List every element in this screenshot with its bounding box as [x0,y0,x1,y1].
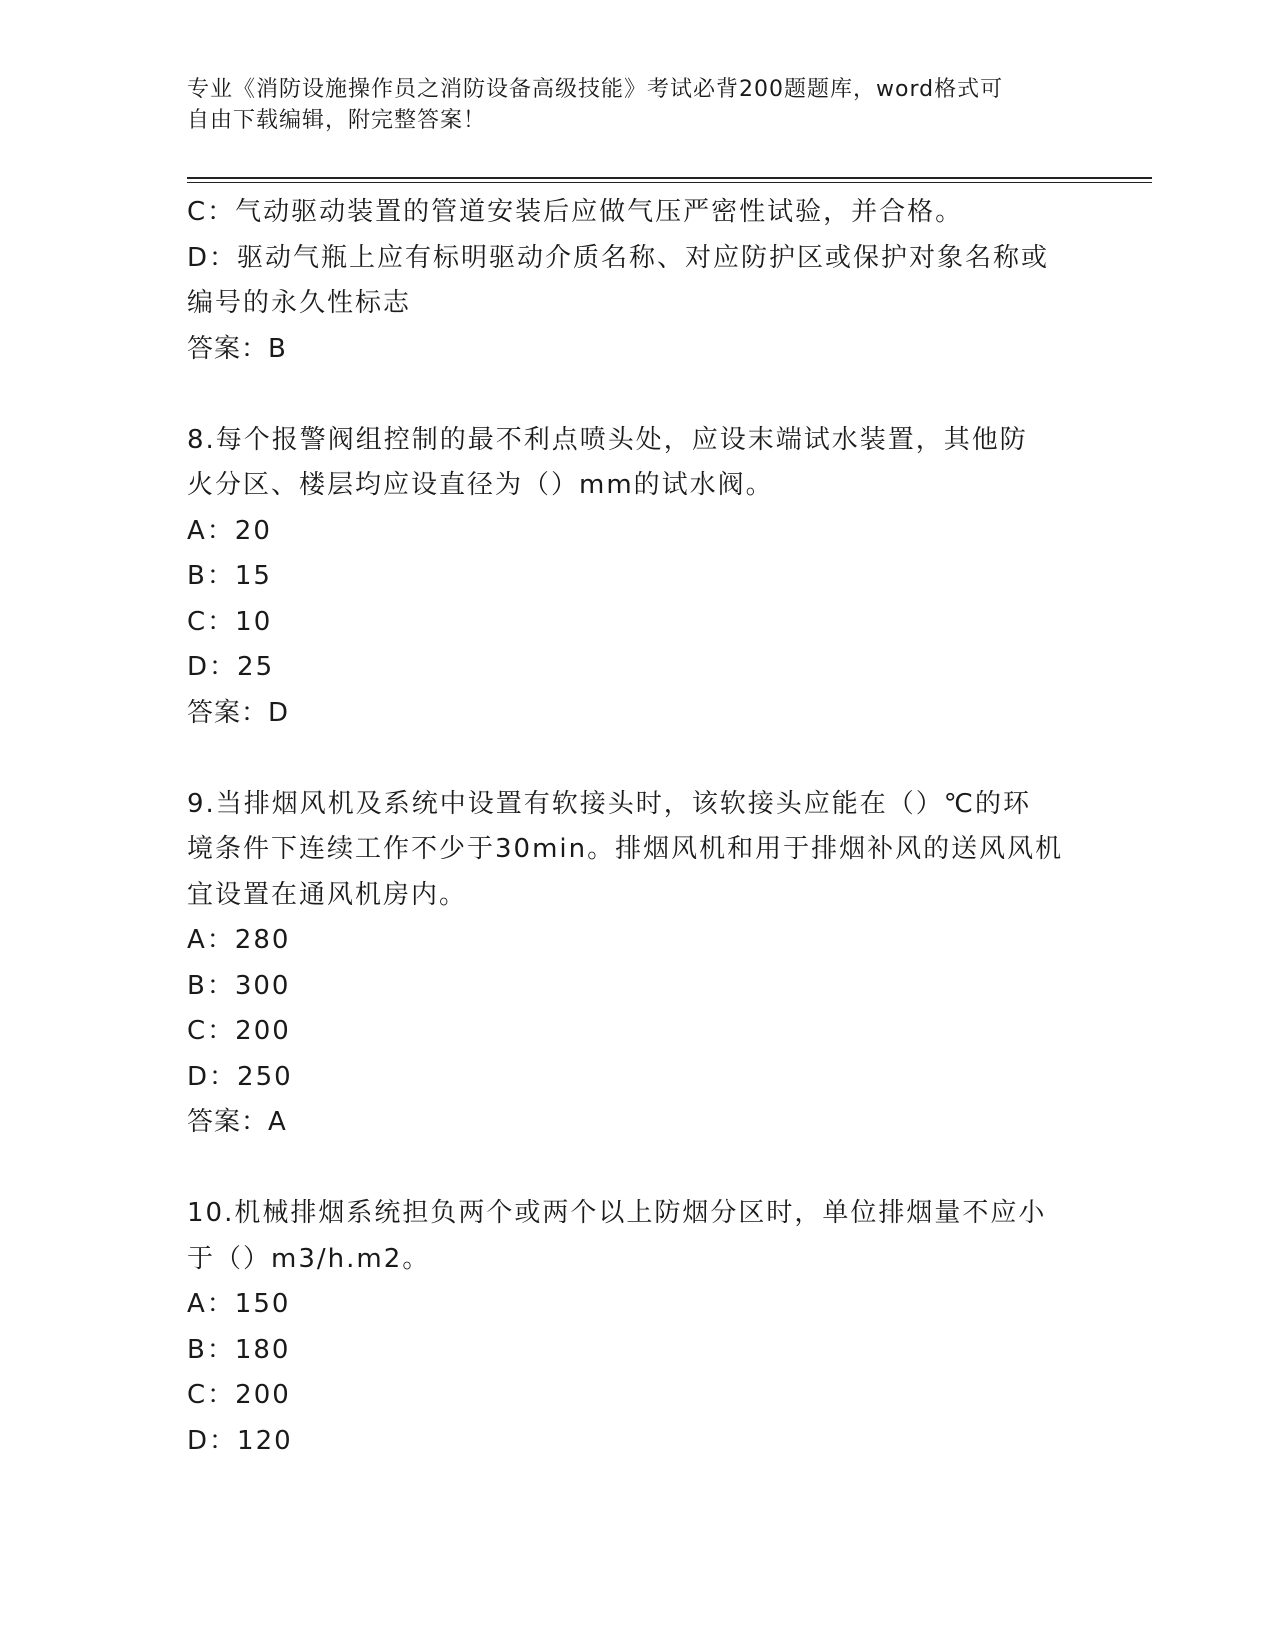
header-line-2: 自由下载编辑，附完整答案！ [187,108,487,133]
q7-option-d-line-1: D：驱动气瓶上应有标明驱动介质名称、对应防护区或保护对象名称或 [187,242,1050,273]
q10-option-d: D：120 [187,1425,293,1456]
q8-answer: 答案：D [187,697,290,728]
question-list [187,190,1087,1464]
question-9 [187,782,1087,1146]
q10-stem-line-2: 于（）m3/h.m2。 [187,1243,431,1274]
question-8 [187,418,1087,737]
q7-answer: 答案：B [187,333,287,364]
question-7-continued [187,190,1087,372]
header-divider [187,177,1152,183]
q8-option-b: B：15 [187,561,272,591]
q9-stem-line-1: 9.当排烟风机及系统中设置有软接头时，该软接头应能在（）℃的环 [187,788,1032,819]
q10-option-a: A：150 [187,1289,291,1319]
question-10 [187,1191,1087,1464]
q9-answer: 答案：A [187,1107,287,1137]
q8-stem-line-2: 火分区、楼层均应设直径为（）mm的试水阀。 [187,470,774,500]
q7-option-c: C：气动驱动装置的管道安装后应做气压严密性试验，并合格。 [187,197,964,227]
q10-stem-line-1: 10.机械排烟系统担负两个或两个以上防烟分区时，单位排烟量不应小 [187,1198,1047,1228]
page-header [187,74,1067,136]
spacer [187,372,1087,418]
q8-option-d: D：25 [187,652,275,682]
q9-option-b: B：300 [187,970,291,1001]
q9-option-d: D：250 [187,1061,293,1092]
spacer [187,1146,1087,1192]
q7-option-d-line-2: 编号的永久性标志 [187,288,412,318]
q9-option-c: C：200 [187,1016,291,1046]
q8-option-a: A：20 [187,515,272,546]
q9-stem-line-2: 境条件下连续工作不少于30min。排烟风机和用于排烟补风的送风风机 [187,834,1064,864]
q10-option-c: C：200 [187,1380,291,1410]
header-line-1: 专业《消防设施操作员之消防设备高级技能》考试必背200题题库，word格式可 [187,77,1004,102]
q9-option-a: A：280 [187,925,291,955]
q9-stem-line-3: 宜设置在通风机房内。 [187,879,468,910]
q8-stem-line-1: 8.每个报警阀组控制的最不利点喷头处，应设末端试水装置，其他防 [187,424,1028,455]
q10-option-b: B：180 [187,1334,291,1365]
q8-option-c: C：10 [187,606,273,637]
spacer [187,736,1087,782]
